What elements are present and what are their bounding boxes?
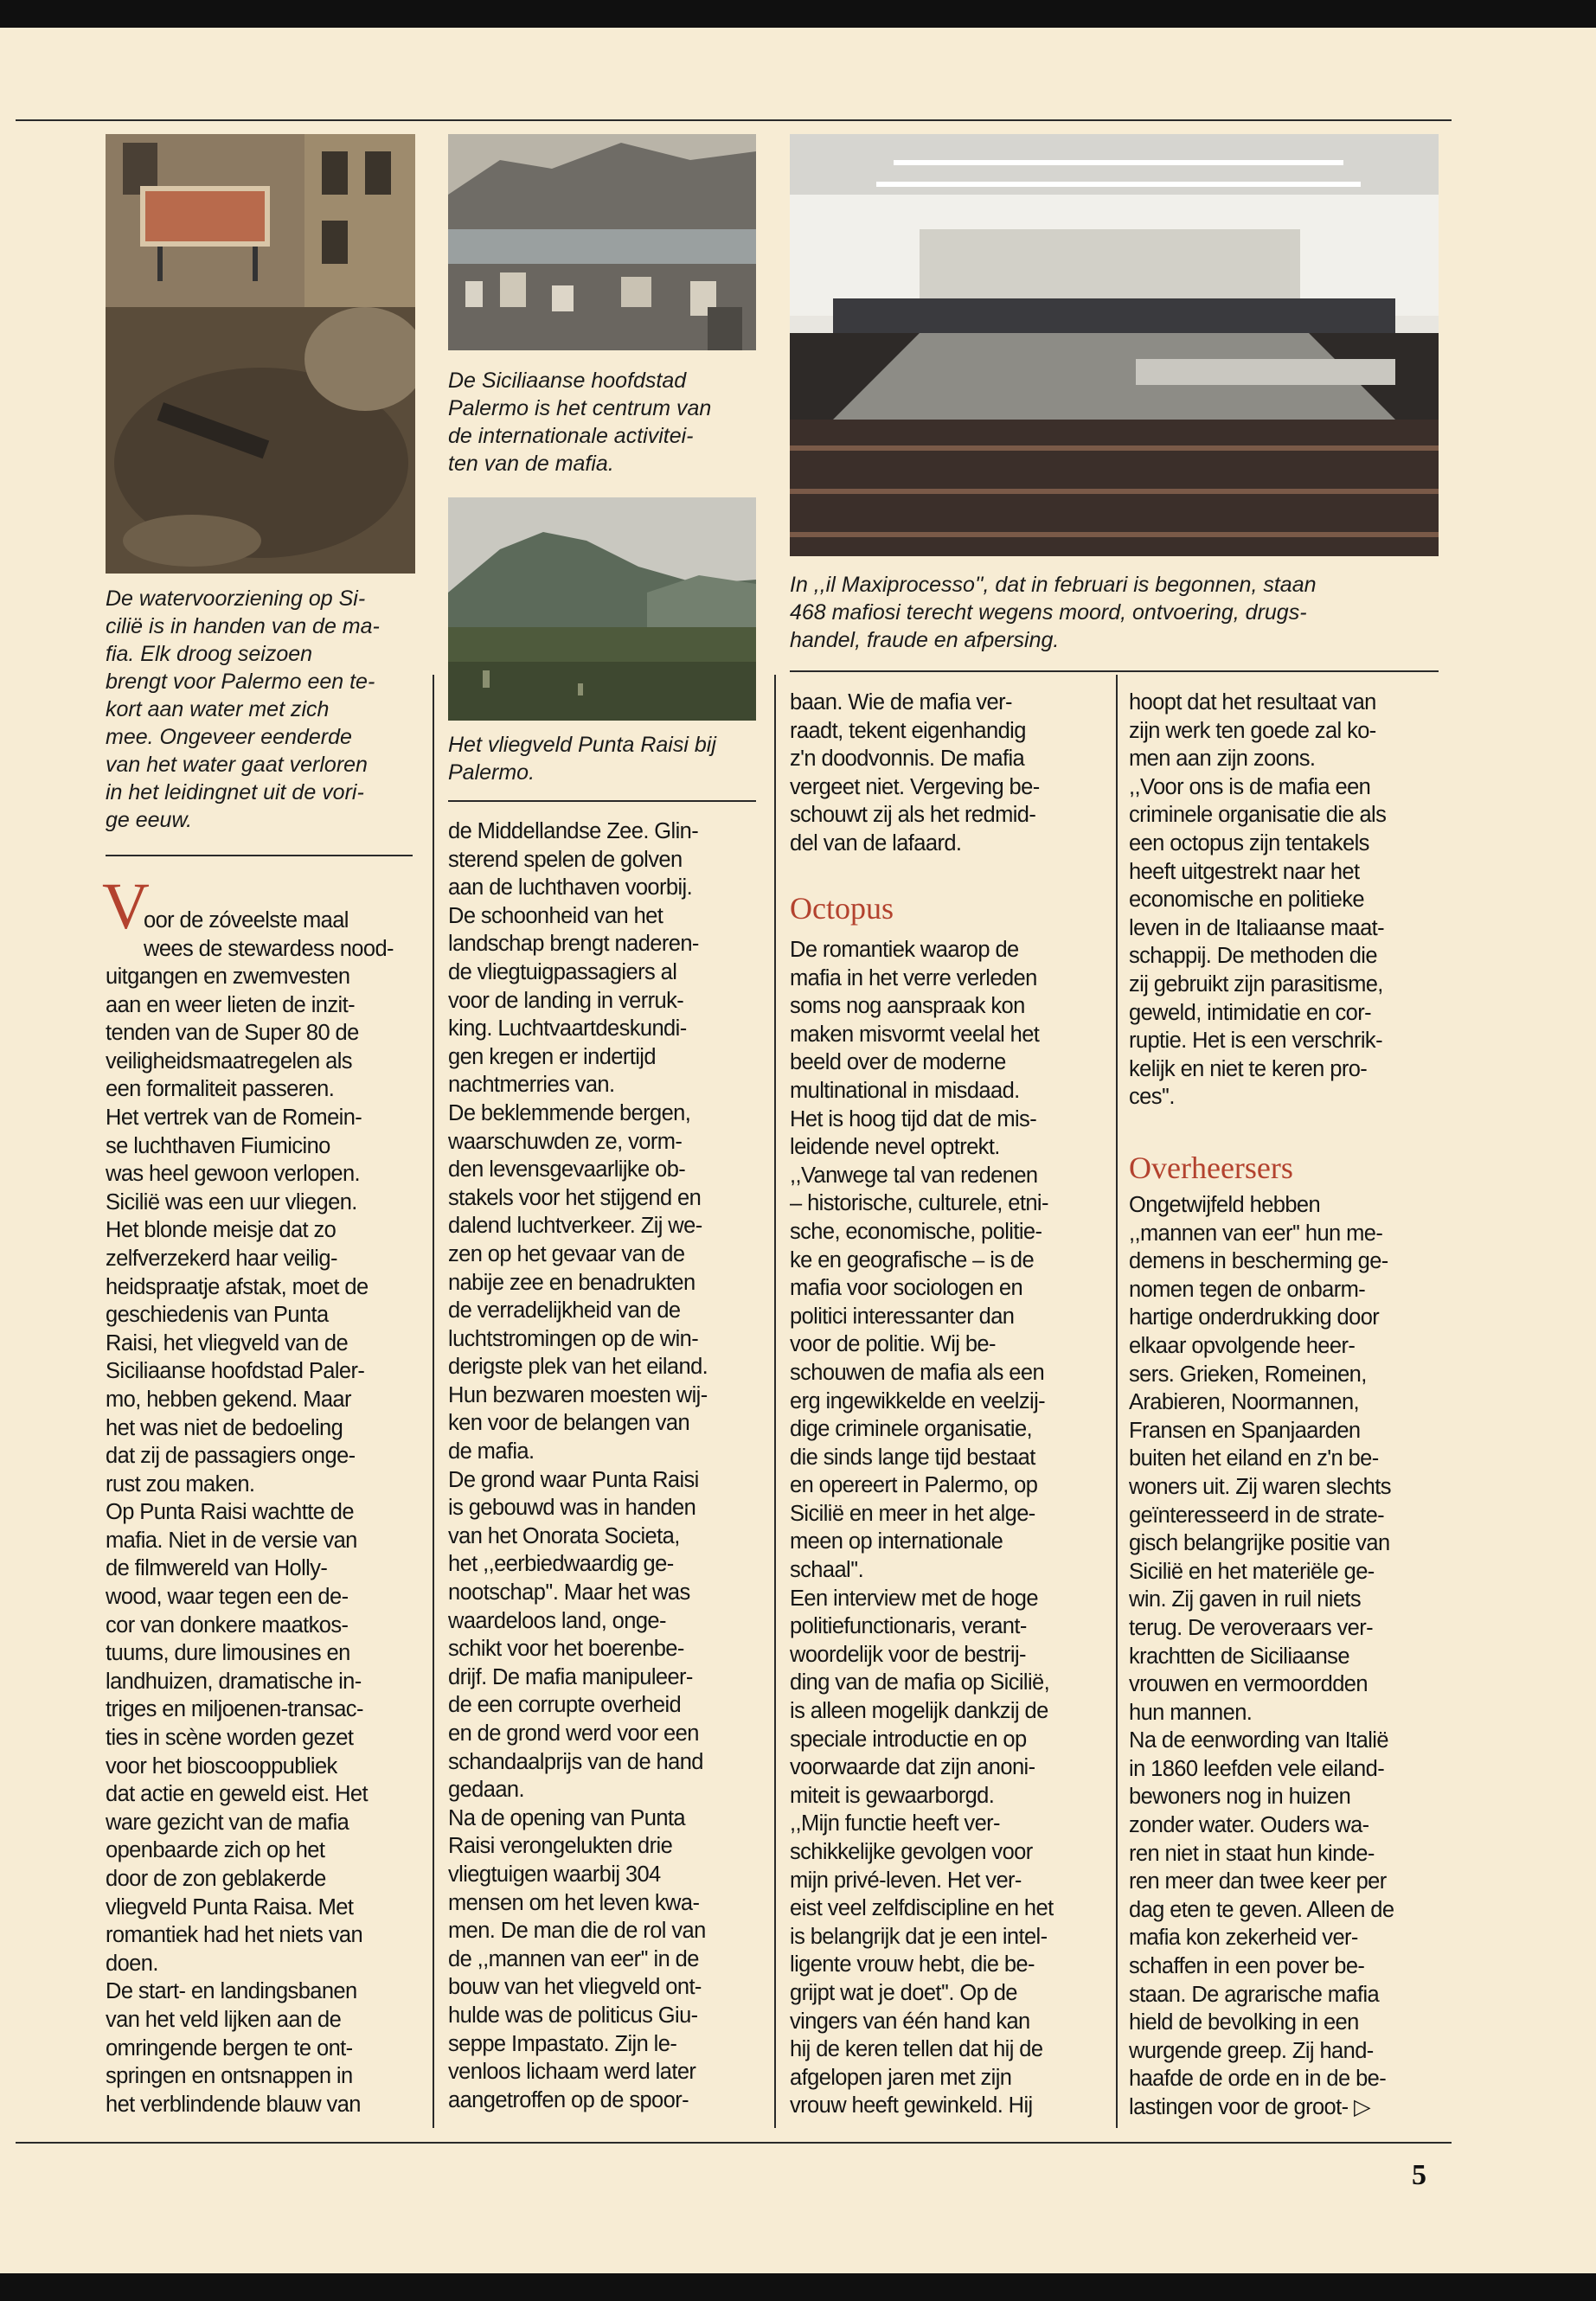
bottom-rule (16, 2142, 1452, 2144)
top-rule (16, 119, 1452, 121)
column-divider-2 (774, 675, 776, 2128)
article-column-3: De romantiek waarop de mafia in het verre verleden soms nog aanspraak kon maken misvormt veelal het beeld over de moderne multinational in misdaad. Het is hoog tijd dat de mis- leidende nevel optrekt. ,,Vanwege tal van redenen – historische, culturele, etni- sche, economische, politie- ke en geografische – is de mafia voor sociologen en politici interessanter dan voor de politie. Wij be- schouwen de mafia als een erg ingewikkelde en veelzij- dige criminele organisatie, die sinds lange tijd bestaat en opereert in Palermo, op Sicilië en meer in het alge- meen op internationale schaal''. Een interview met de hoge politiefunctionaris, verant- woordelijk voor de bestrij- ding van de mafia op Sicilië, is alleen mogelijk dankzij de speciale introductie en op voorwaarde dat zijn anoni- miteit is gewaarborgd. ,,Mijn functie heeft ver- schikkelijke gevolgen voor mijn privé-leven. Het ver- eist veel zelfdiscipline en het is belangrijk dat je een intel- ligente vrouw hebt, die be- grijpt wat je doet''. Op de vingers van één hand kan hij de keren tellen dat hij de afgelopen jaren met zijn vrouw heeft gewinkeld. Hij (790, 938, 1054, 2118)
maxiprocesso-photo (790, 134, 1439, 556)
article-column-3-intro: baan. Wie de mafia ver- raadt, tekent eigenhandig z'n doodvonnis. De mafia vergeet niet. Vergeving be- schouwt zij als het redmid- del van de lafaard. (790, 690, 1040, 856)
heading-octopus: Octopus (790, 891, 894, 926)
article-column-4: Ongetwijfeld hebben ,,mannen van eer'' hun me- demens in bescherming ge- nomen tegen de onbarm- hartige onderdrukking door elkaar opvolgende heer- sers. Grieken, Romeinen, Arabieren, Noormannen, Fransen en Spanjaarden buiten het eiland en z'n be- woners uit. Zij waren slechts geïnteresseerd in de strate- gisch belangrijke positie van Sicilië en het materiële ge- win. Zij gaven in ruil niets terug. De veroveraars ver- krachtten de Siciliaanse vrouwen en vermoordden hun mannen. Na de eenwording van Italië in 1860 leefden vele eiland- bewoners nog in huizen zonder water. Ouders wa- ren niet in staat hun kinde- ren meer dan twee keer per dag eten te geven. Alleen de mafia kon zekerheid ver- schaffen in een pover be- staan. De agrarische mafia hield de bevolking in een wurgende greep. Zij hand- haafde de orde en in de be- lastingen voor de groot- ▷ (1129, 1193, 1394, 2119)
airport-photo (448, 497, 756, 721)
caption-divider-2 (448, 800, 756, 802)
article-column-4-intro: hoopt dat het resultaat van zijn werk ten goede zal ko- men aan zijn zoons. ,,Voor ons is de mafia een criminele organisatie die als een octopus zijn tentakels heeft uitgestrekt naar het economische en politieke leven in de Italiaanse maat- schappij. De methoden die zij gebruikt zijn parasitisme, geweld, intimidatie en cor- ruptie. Het is een verschrik- kelijk en niet te keren pro- ces''. (1129, 690, 1387, 1110)
drop-cap: V (102, 870, 150, 943)
palermo-caption: De Siciliaanse hoofdstad Palermo is het centrum van de internationale activitei- ten van de mafia. (448, 369, 712, 476)
water-supply-photo (106, 134, 415, 574)
bottom-black-band (0, 2273, 1596, 2301)
article-col1-first-lines: oor de zóveelste maal wees de stewardess nood- (144, 908, 394, 961)
heading-overheersers: Overheersers (1129, 1150, 1293, 1185)
court-caption-divider (790, 670, 1439, 672)
article-column-1: uitgangen en zwemvesten aan en weer lieten de inzit- tenden van de Super 80 de veiligheidsmaatregelen als een formaliteit passeren. Het vertrek van de Romein- se luchthaven Fiumicino was heel gewoon verlopen. Sicilië was een uur vliegen. Het blonde meisje dat zo zelfverzekerd haar veilig- heidspraatje afstak, moet de geschiedenis van Punta Raisi, het vliegveld van de Siciliaanse hoofdstad Paler- mo, hebben gekend. Maar het was niet de bedoeling dat zij de passagiers onge- rust zou maken. Op Punta Raisi wachtte de mafia. Niet in de versie van de filmwereld van Holly- wood, waar tegen een de- cor van donkere maatkos- tuums, dure limousines en landhuizen, dramatische in- triges en miljoenen-transac- ties in scène worden gezet voor het bioscooppubliek dat actie en geweld eist. Het ware gezicht van de mafia openbaarde zich op het door de zon geblakerde vliegveld Punta Raisa. Met romantiek had het niets van doen. De start- en landingsbanen van het veld lijken aan de omringende bergen te ont- springen en ontsnappen in het verblindende blauw van (106, 965, 369, 2117)
airport-caption: Het vliegveld Punta Raisi bij Palermo. (448, 733, 716, 785)
top-black-band (0, 0, 1596, 28)
maxiprocesso-caption: In ,,il Maxiprocesso'', dat in februari is begonnen, staan 468 mafiosi terecht wegens moord, ontvoering, drugs- handel, fraude en afpersing. (790, 573, 1317, 652)
column-divider-3 (1116, 675, 1118, 2128)
caption-divider (106, 855, 413, 856)
column-divider-1 (433, 675, 434, 2128)
article-column-2: de Middellandse Zee. Glin- sterend spelen de golven aan de luchthaven voorbij. De schoonheid van het landschap brengt naderen- de vliegtuigpassagiers al voor de landing in verruk- king. Luchtvaartdeskundi- gen kregen er indertijd nachtmerries van. De beklemmende bergen, waarschuwden ze, vorm- den levensgevaarlijke ob- stakels voor het stijgend en dalend luchtverkeer. Zij we- zen op het gevaar van de nabije zee en benadrukten de verradelijkheid van de luchtstromingen op de win- derigste plek van het eiland. Hun bezwaren moesten wij- ken voor de belangen van de mafia. De grond waar Punta Raisi is gebouwd was in handen van het Onorata Societa, het ,,eerbiedwaardig ge- nootschap''. Maar het was waardeloos land, onge- schikt voor het boerenbe- drijf. De mafia manipuleer- de een corrupte overheid en de grond werd voor een schandaalprijs van de hand gedaan. Na de opening van Punta Raisi verongelukten drie vliegtuigen waarbij 304 mensen om het leven kwa- men. De man die de rol van de ,,mannen van eer'' in de bouw van het vliegveld ont- hulde was de politicus Giu- seppe Impastato. Zijn le- venloos lichaam werd later aangetroffen op de spoor- (448, 819, 708, 2112)
palermo-photo (448, 134, 756, 350)
page-number: 5 (1412, 2159, 1426, 2191)
water-supply-caption: De watervoorziening op Si- cilië is in handen van de ma- fia. Elk droog seizoen brengt voor Palermo een te- kort aan water met zich mee. Ongeveer eenderde van het water gaat verloren in het leidingnet uit de vori- ge eeuw. (106, 586, 380, 832)
